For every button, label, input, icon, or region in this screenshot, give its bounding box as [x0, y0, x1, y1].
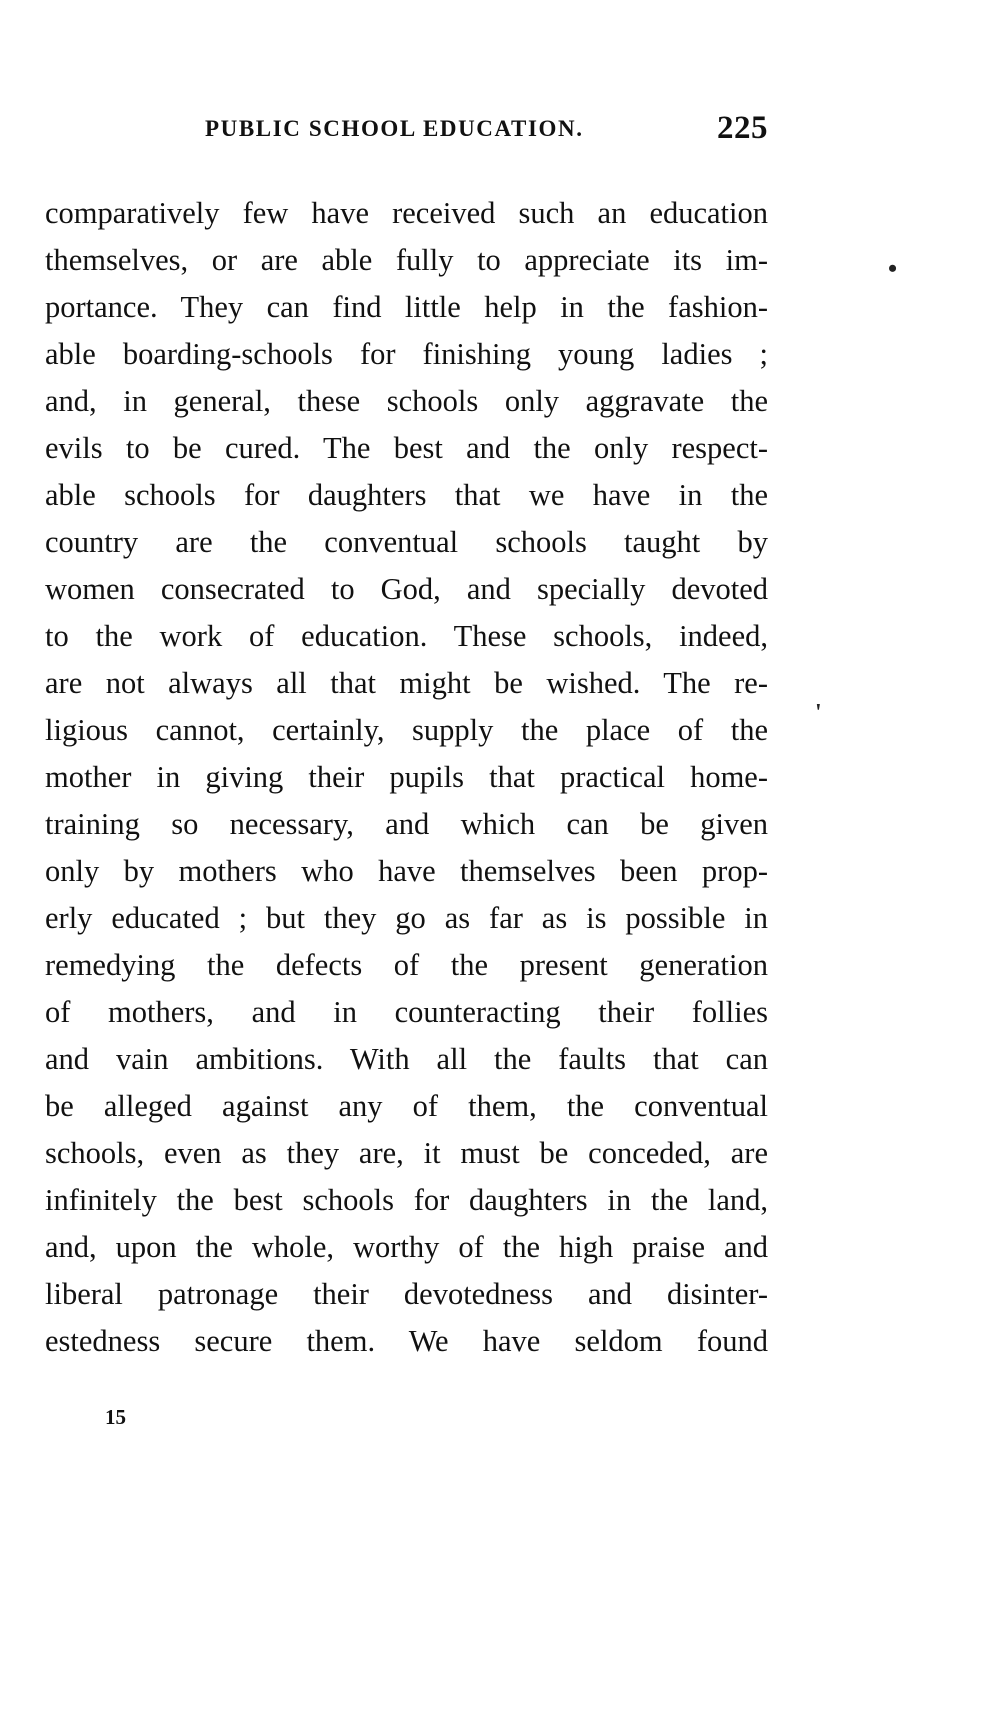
- text-line: ligious cannot, certainly, supply the place of the: [45, 713, 768, 747]
- text-line: women consecrated to God, and specially devoted: [45, 572, 768, 606]
- text-line: training so necessary, and which can be given: [45, 807, 768, 841]
- text-line: themselves, or are able fully to appreciate its im-: [45, 243, 768, 277]
- text-line: mother in giving their pupils that practical home-: [45, 760, 768, 794]
- running-head: [205, 110, 768, 150]
- text-line: remedying the defects of the present generation: [45, 948, 768, 982]
- text-line: and, upon the whole, worthy of the high praise and: [45, 1230, 768, 1264]
- text-line: only by mothers who have themselves been prop-: [45, 854, 768, 888]
- ink-speck-dot: •: [888, 254, 898, 283]
- text-line: country are the conventual schools taught by: [45, 525, 768, 559]
- text-line: to the work of education. These schools, indeed,: [45, 619, 768, 653]
- text-line: able boarding-schools for finishing young ladies ;: [45, 337, 768, 371]
- text-line: able schools for daughters that we have in the: [45, 478, 768, 512]
- text-line: portance. They can find little help in the fashion-: [45, 290, 768, 324]
- text-line: and vain ambitions. With all the faults that can: [45, 1042, 768, 1076]
- text-line: evils to be cured. The best and the only respect-: [45, 431, 768, 465]
- text-line: comparatively few have received such an education: [45, 196, 768, 230]
- text-line: erly educated ; but they go as far as is possible in: [45, 901, 768, 935]
- page-number: 225: [717, 110, 768, 146]
- text-line: estedness secure them. We have seldom found: [45, 1324, 768, 1358]
- text-line: liberal patronage their devotedness and disinter-: [45, 1277, 768, 1311]
- text-line: infinitely the best schools for daughters in the land,: [45, 1183, 768, 1217]
- text-line: schools, even as they are, it must be conceded, are: [45, 1136, 768, 1170]
- text-line: and, in general, these schools only aggravate the: [45, 384, 768, 418]
- text-line: are not always all that might be wished. The re-: [45, 666, 768, 700]
- ink-speck-mark: ': [815, 700, 822, 726]
- text-line: be alleged against any of them, the conventual: [45, 1089, 768, 1123]
- signature-mark: 15: [105, 1405, 126, 1429]
- body-text: [45, 190, 768, 1365]
- text-line: of mothers, and in counteracting their follies: [45, 995, 768, 1029]
- running-title: PUBLIC SCHOOL EDUCATION.: [205, 116, 584, 141]
